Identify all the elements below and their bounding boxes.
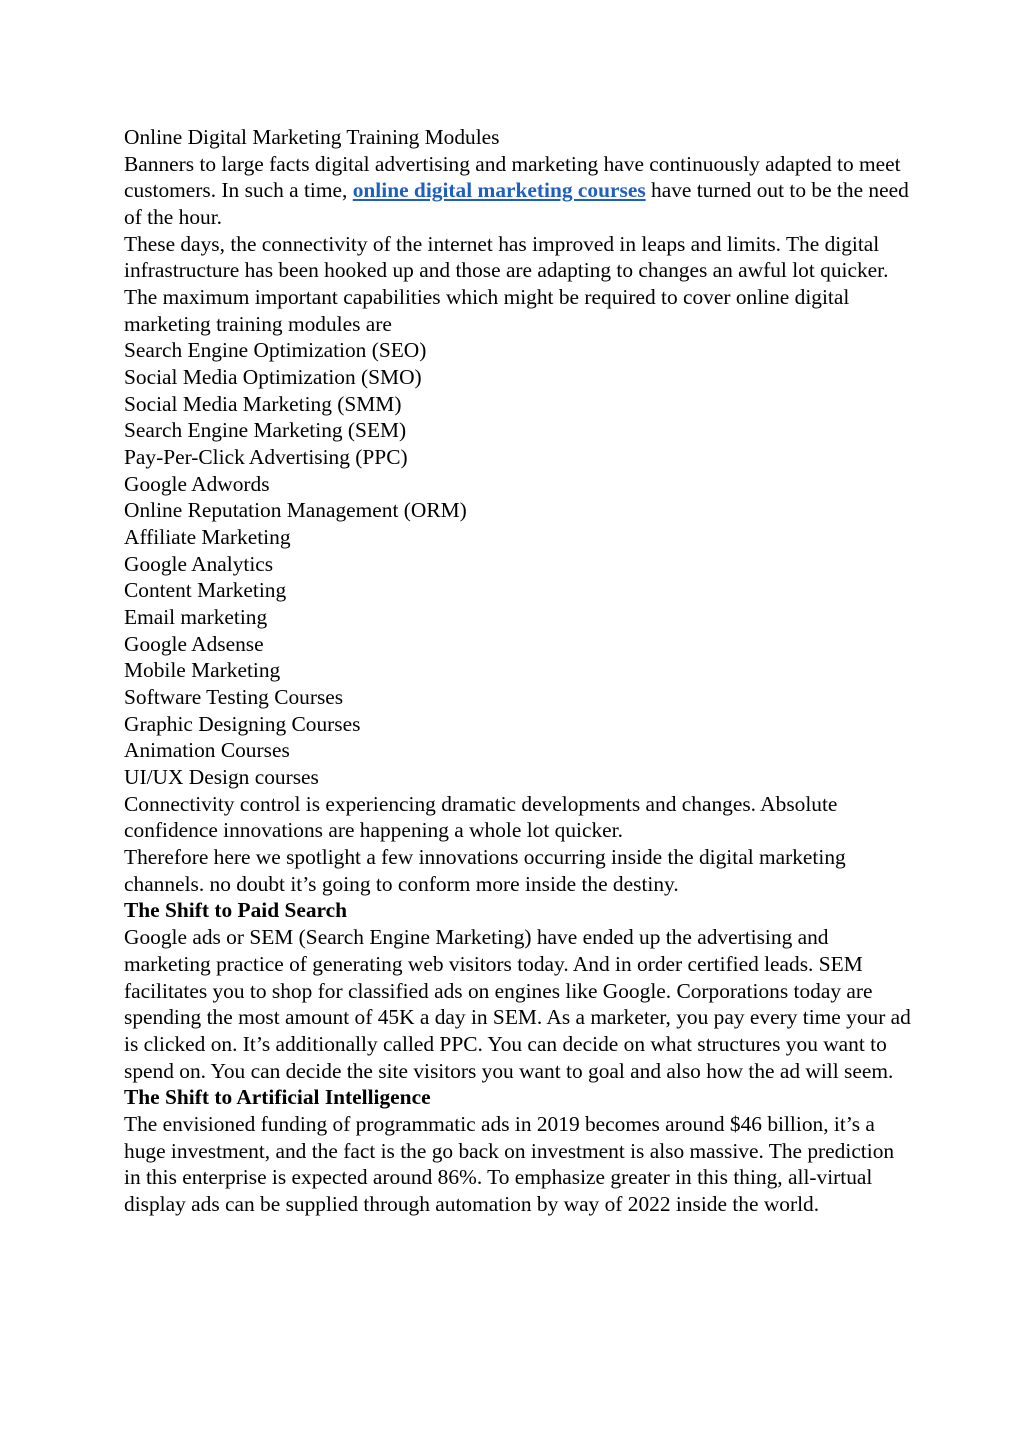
connectivity-control-paragraph: Connectivity control is experiencing dramatic developments and changes. Absolute confidence innovations are happening a whole lot quicker. [124, 791, 838, 843]
online-courses-link[interactable]: online digital marketing courses [352, 178, 646, 203]
module-list-item: Affiliate Marketing [124, 525, 291, 550]
module-list-item: Search Engine Optimization (SEO) [124, 338, 427, 363]
ai-body: The envisioned funding of programmatic ads in 2019 becomes around $46 billion, it’s a huge investment, and the fact is the go back on investment is also massive. The prediction in this enterprise is expected around 86%. To emphasize greater in this thing, all-virtual display ads can be supplied through automation by way of 2022 inside the world. [124, 1111, 895, 1216]
paid-search-body: Google ads or SEM (Search Engine Marketing) have ended up the advertising and marketing practice of generating web visitors today. And in order certified leads. SEM facilitates you to shop for classified ads on engines like Google. Corporations today are spending the most amount of 45K a day in SEM. As a marketer, you pay every time your ad is clicked on. It’s additionally called PPC. You can decide on what structures you want to spend on. You can decide the site visitors you want to goal and also how the ad will seem. [124, 925, 911, 1083]
intro-paragraph [124, 151, 914, 231]
module-list-item: Search Engine Marketing (SEM) [124, 418, 407, 443]
module-list-item: Online Reputation Management (ORM) [124, 498, 467, 523]
module-list-item: Google Analytics [124, 551, 274, 576]
module-list-item: Mobile Marketing [124, 658, 281, 683]
connectivity-paragraph: These days, the connectivity of the internet has improved in leaps and limits. The digital infrastructure has been hooked up and those are adapting to changes an awful lot quicker. [124, 231, 889, 283]
paid-search-heading: The Shift to Paid Search [124, 898, 348, 923]
module-list-item: Content Marketing [124, 578, 287, 603]
spotlight-paragraph: Therefore here we spotlight a few innovations occurring inside the digital marketing channels. no doubt it’s going to conform more inside the destiny. [124, 845, 846, 896]
module-list-item: Software Testing Courses [124, 685, 344, 710]
intro-text-before-link: Banners to large facts digital advertising and marketing have continuously adapted to meet customers. In such a time, [124, 151, 901, 203]
module-list-item: Graphic Designing Courses [124, 711, 361, 736]
module-list-item: Social Media Optimization (SMO) [124, 365, 422, 390]
capabilities-paragraph: The maximum important capabilities which might be required to cover online digital marketing training modules are [124, 285, 850, 336]
intro-text-after-link: have turned out to be the need of the hour. [124, 178, 909, 230]
module-list-item: Google Adsense [124, 631, 264, 656]
module-list-item: Email marketing [124, 605, 268, 630]
module-list-item: Pay-Per-Click Advertising (PPC) [124, 445, 408, 470]
module-list-item: Google Adwords [124, 471, 270, 496]
document-page [124, 124, 914, 1218]
ai-heading: The Shift to Artificial Intelligence [124, 1085, 431, 1110]
page-title: Online Digital Marketing Training Modules [124, 125, 500, 149]
module-list-item: UI/UX Design courses [124, 765, 319, 790]
module-list-item: Animation Courses [124, 738, 290, 763]
module-list-item: Social Media Marketing (SMM) [124, 391, 402, 416]
modules-list [124, 337, 914, 790]
